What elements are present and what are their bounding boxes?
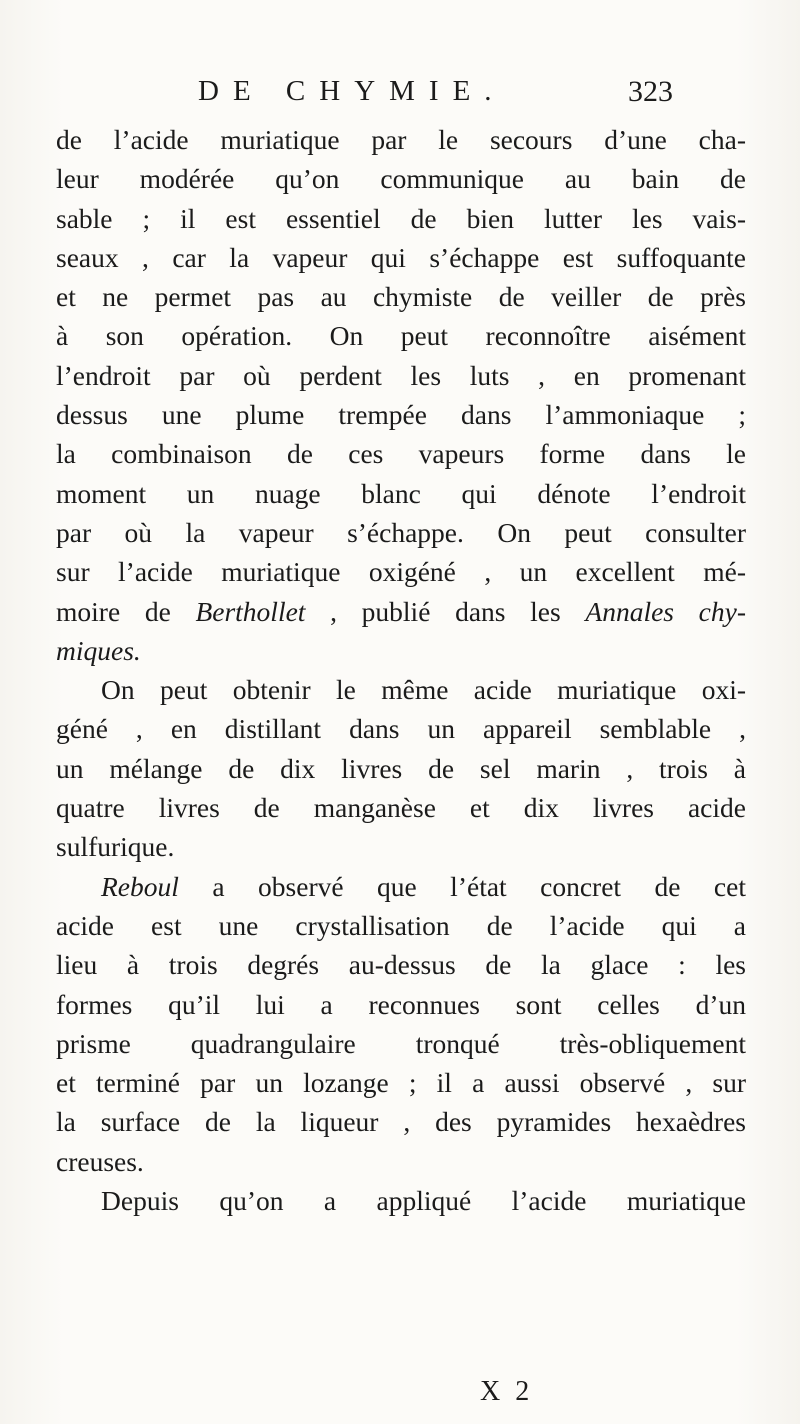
text-line: seaux , car la vapeur qui s’échappe est suffoquante <box>56 241 746 273</box>
text-line: de l’acide muriatique par le secours d’une cha- <box>56 124 746 155</box>
text-line: moment un nuage blanc qui dénote l’endroit <box>56 477 746 509</box>
text-line: la combinaison de ces vapeurs forme dans le <box>56 438 746 470</box>
text-line: creuses. <box>56 1145 144 1177</box>
text-line: à son opération. On peut reconnoître aisément <box>56 320 746 352</box>
text-line: sur l’acide muriatique oxigéné , un excellent mé- <box>56 556 746 588</box>
text-line: l’endroit par où perdent les luts , en promenant <box>56 359 746 391</box>
text-line: lieu à trois degrés au-dessus de la glace : les <box>56 949 746 981</box>
signature-mark: X 2 <box>480 1376 534 1407</box>
text-line: Depuis qu’on a appliqué l’acide muriatique <box>101 1185 746 1217</box>
text-line: moire de Berthollet , publié dans les Annales chy- <box>56 595 746 627</box>
page-number: 323 <box>628 75 673 108</box>
text-line: sulfurique. <box>56 831 175 863</box>
text-line: dessus une plume trempée dans l’ammoniaque ; <box>56 399 746 431</box>
text-line: géné , en distillant dans un appareil semblable , <box>56 713 746 745</box>
text-line: quatre livres de manganèse et dix livres acide <box>56 792 746 824</box>
text-line: acide est une crystallisation de l’acide qui a <box>56 909 746 941</box>
header-title: DE CHYMIE. <box>198 75 506 107</box>
text-line: formes qu’il lui a reconnues sont celles d’un <box>56 988 746 1020</box>
text-line: Reboul a observé que l’état concret de cet <box>101 870 746 902</box>
text-line: par où la vapeur s’échappe. On peut consulter <box>56 516 746 548</box>
text-line: et terminé par un lozange ; il a aussi observé , sur <box>56 1067 746 1099</box>
text-line: et ne permet pas au chymiste de veiller de près <box>56 281 746 313</box>
text-line: miques. <box>56 634 141 666</box>
text-line: On peut obtenir le même acide muriatique oxi- <box>101 674 746 706</box>
body-text <box>56 120 746 1220</box>
text-line: leur modérée qu’on communique au bain de <box>56 163 746 195</box>
text-line: sable ; il est essentiel de bien lutter les vais- <box>56 202 746 234</box>
text-line: un mélange de dix livres de sel marin , trois à <box>56 752 746 784</box>
running-header <box>198 75 718 115</box>
text-line: la surface de la liqueur , des pyramides hexaèdres <box>56 1106 746 1138</box>
text-line: prisme quadrangulaire tronqué très-obliquement <box>56 1027 746 1059</box>
